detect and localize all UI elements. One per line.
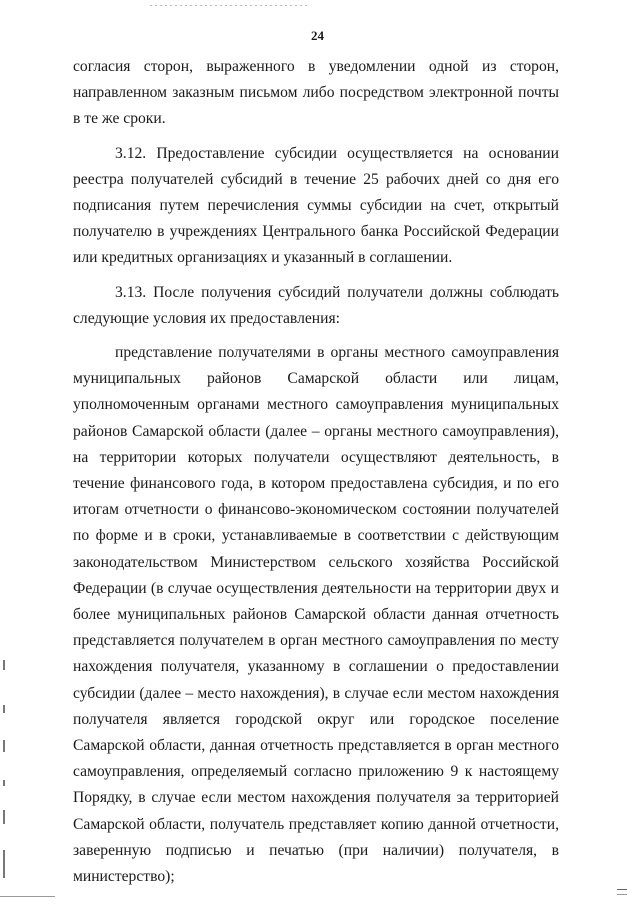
text-line: получателем в орган местного самоуправления по месту нахождения — [73, 632, 559, 676]
scan-artifact-top — [150, 5, 310, 6]
text-line: согласия сторон, выраженного в уведомлении одной из сторон, — [73, 58, 559, 75]
text-line: и печатью (при наличии) получателя, в министерство); — [73, 841, 559, 886]
text-line: представление получателями в органы местного самоуправления — [115, 344, 559, 362]
text-line: осуществления деятельности на территории двух и более муниципальных — [73, 579, 559, 624]
text-line: получатель представляет копию данной отчетности, заверенную подписью — [73, 815, 559, 859]
scan-artifact-corner — [617, 889, 627, 895]
paragraph-condition — [73, 340, 559, 890]
text-line: органами местного самоуправления муниципальных районов Самарской — [73, 396, 559, 440]
text-line: финансово-экономическом состоянии получателей по форме и в сроки, — [73, 501, 559, 545]
text-line: районов Самарской области данная отчетность представляется — [73, 606, 559, 650]
text-line: отчетность представляется в орган местного самоуправления, — [73, 737, 559, 781]
paragraph-3-12 — [73, 141, 559, 272]
text-line: или кредитных организациях и указанный в соглашении. — [73, 249, 453, 267]
text-line: получателя, указанному в соглашении о предоставлении субсидии (далее – — [73, 658, 559, 702]
text-line: области (далее – органы местного самоуправления), на территории — [73, 422, 559, 466]
text-line: место нахождения), в случае если местом нахождения получателя является — [73, 684, 559, 728]
text-line: получателю в учреждениях Центрального банка Российской Федерации — [73, 223, 559, 241]
page-number: 24 — [311, 28, 324, 43]
text-line: направленном заказным письмом либо посредством электронной почты в — [73, 84, 559, 128]
text-line: следующие условия их предоставления: — [73, 309, 340, 327]
text-line: устанавливаемые в соответствии с действующим законодательством — [73, 527, 559, 571]
text-line: муниципальных районов Самарской области или лицам, уполномоченным — [73, 370, 559, 414]
text-line: Министерством сельского хозяйства Российской Федерации (в случае — [73, 553, 559, 597]
text-line: реестра получателей субсидий в течение 25 рабочих дней со дня его — [73, 170, 559, 188]
text-line: городской округ или городское поселение Самарской области, данная — [73, 710, 560, 755]
text-line: определяемый согласно приложению 9 к настоящему Порядку, в случае — [73, 763, 559, 807]
paragraph-3-13 — [73, 280, 559, 332]
document-body — [73, 54, 559, 890]
scan-artifact-margin — [3, 660, 11, 890]
text-line: подписания путем перечисления суммы субсидии на счет, открытый — [73, 197, 559, 215]
text-line: если местом нахождения получателя за территорией Самарской области, — [73, 789, 559, 833]
text-line: 3.12. Предоставление субсидии осуществляется на основании — [115, 144, 559, 162]
text-line: которых получатели осуществляют деятельность, в течение финансового — [73, 448, 559, 493]
paragraph-continuation — [73, 54, 559, 133]
text-line: года, в котором предоставлена субсидия, и по его итогам отчетности о — [73, 475, 560, 519]
text-line: те же сроки. — [84, 110, 166, 128]
text-line: 3.13. После получения субсидий получатели должны соблюдать — [115, 283, 559, 301]
scan-artifact-bottom — [0, 896, 55, 897]
